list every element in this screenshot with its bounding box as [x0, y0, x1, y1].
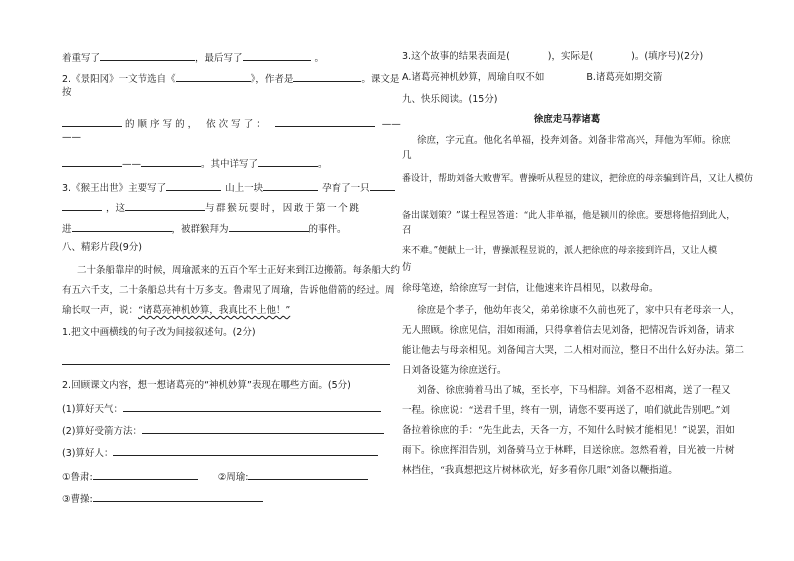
option-a: A.诸葛亮神机妙算，周瑜自叹不如: [402, 72, 545, 83]
text: 次: [218, 119, 232, 130]
story-line: 一程。徐庶说：“送君千里，终有一别，请您不要再送了，咱们就此告别吧。”刘: [402, 405, 730, 416]
underlined-sentence: “诸葛亮神机妙算，我真比不上他！”: [138, 305, 291, 316]
section-9-heading: 九、快乐阅读。(15分): [402, 94, 498, 105]
text: (2)算好受箭方法：: [62, 426, 142, 437]
story-line: 备出谋划策？”谋士程昱答道：“此人非单福，他是颍川的徐庶。要想将他招到此人，: [402, 211, 736, 221]
question-3-line3: [62, 222, 347, 236]
story-line: 几: [402, 150, 412, 161]
answer-line[interactable]: [62, 364, 390, 365]
story-line: 徐母笔迹，给徐庶写一封信，让他速来许昌相见，以救母命。: [402, 283, 659, 294]
question-2-line4: [62, 157, 328, 171]
text: ——: [122, 159, 141, 170]
answer-blank[interactable]: [229, 222, 309, 232]
passage-line: 二十条船靠岸的时候，周瑜派来的五百个军士正好来到江边搬箭。每条船大约: [77, 265, 401, 276]
answer-blank[interactable]: [258, 157, 318, 167]
story-line: 日刘备设筵为徐庶送行。: [402, 365, 507, 376]
text: ①鲁肃:: [62, 472, 93, 483]
story-line: 刘备、徐庶骑着马出了城，至长亭，下马相辞。刘备不忍相离，送了一程又: [417, 385, 731, 396]
text: 。其中详写了: [201, 159, 259, 170]
sub-2-weather: [62, 402, 381, 416]
text: 序: [150, 119, 163, 130]
text: 。: [314, 53, 325, 64]
question-3-line1: [62, 181, 395, 195]
answer-blank[interactable]: [62, 157, 122, 167]
question-2-line2: 按: [62, 87, 72, 98]
text: 山上一块: [225, 183, 264, 194]
answer-blank[interactable]: [370, 181, 395, 191]
story-line: 备拉着徐庶的手：“先生此去，天各一方，不知什么时候才能相见！”说罢，泪如: [402, 425, 735, 436]
line-q1-end: [62, 51, 324, 65]
answer-blank[interactable]: [123, 402, 381, 412]
text: 》，作者是: [250, 74, 294, 85]
text: ②周瑜:: [217, 472, 249, 483]
answer-blank[interactable]: [275, 117, 375, 127]
story-line: 番设计，帮助刘备大败曹军。曹操听从程昱的建议，把徐庶的母亲骗到许昌，又让人模仿: [402, 174, 754, 184]
section-8-heading: 八、精彩片段(9分): [62, 242, 142, 253]
sub-question-3: 3.这个故事的结果表面是( )，实际是( )。(填序号)(2分): [402, 51, 704, 62]
answer-blank[interactable]: [93, 492, 263, 502]
option-b: B.诸葛亮如期交箭: [586, 72, 663, 83]
answer-blank[interactable]: [142, 424, 384, 434]
answer-blank[interactable]: [72, 222, 172, 232]
text: 写: [231, 119, 244, 130]
story-line: 徐庶，字元直。他化名单福，投奔刘备。刘备非常高兴，拜他为军师。徐庶: [417, 135, 731, 146]
story-line: 能让他去与母亲相见。刘备闻言大哭，二人相对而泣，整日不出什么好办法。第二: [402, 345, 745, 356]
sub-question-2: 2.回顾课文内容，想一想诸葛亮的“神机妙算”表现在哪些方面。(5分): [62, 380, 351, 391]
text: 。课文是: [361, 74, 400, 85]
text: (3)算好人：: [62, 448, 114, 459]
text: ，被群猴拜为: [171, 224, 229, 235]
text: ，最后写了: [195, 53, 243, 64]
story-line: 召: [402, 225, 412, 236]
answer-blank[interactable]: [176, 72, 251, 82]
answer-blank[interactable]: [293, 72, 361, 82]
text: 孕育了一只: [322, 183, 370, 194]
text: ，这: [106, 203, 126, 214]
options: [402, 72, 662, 84]
text: (1)算好天气：: [62, 404, 123, 415]
text: 顺: [137, 119, 151, 130]
passage-line: [62, 305, 290, 317]
sub-question-1: 1.把文中画横线的句子改为间接叙述句。(2分): [62, 327, 256, 338]
answer-blank[interactable]: [62, 201, 102, 211]
sub-2-people: [62, 446, 378, 460]
question-2-line1: [62, 72, 399, 86]
text: 。: [318, 159, 328, 170]
answer-blank[interactable]: [125, 201, 205, 211]
text: ——: [381, 119, 401, 130]
sub-2-lusu-zhouyu: [62, 470, 368, 484]
story-line: 无人照顾。徐庶见信，泪如雨涌，只得拿着信去见刘备，把情况告诉刘备，请求: [402, 325, 735, 336]
answer-blank[interactable]: [263, 181, 318, 191]
text: 依: [206, 119, 219, 130]
text: 2.《景阳冈》一文节选自《: [62, 74, 176, 85]
answer-blank[interactable]: [141, 157, 201, 167]
question-2-line3: [62, 117, 401, 131]
text: 的，: [175, 119, 201, 130]
text: 了：: [243, 119, 269, 130]
answer-blank[interactable]: [248, 470, 368, 480]
sub-2-caocao: [62, 492, 263, 506]
text: 进: [62, 224, 72, 235]
text: 3.《猴王出世》主要写了: [62, 183, 167, 194]
question-3-line2: [62, 201, 360, 215]
text: 着重写了: [62, 53, 101, 64]
answer-blank[interactable]: [243, 51, 311, 61]
story-line: 徐庶是个孝子，他幼年丧父，弟弟徐康不久前也死了，家中只有老母亲一人，: [417, 305, 741, 316]
sub-2-method: [62, 424, 384, 438]
text: 写: [162, 119, 176, 130]
text: ③曹操:: [62, 494, 93, 505]
answer-blank[interactable]: [62, 117, 122, 127]
text: 瑜长叹一声，说：: [62, 305, 139, 316]
answer-blank[interactable]: [93, 470, 198, 480]
answer-blank[interactable]: [100, 51, 195, 61]
question-2-dash: ——: [62, 132, 81, 143]
answer-blank[interactable]: [166, 181, 221, 191]
text: 与群猴玩耍时，因敢于第一个跳: [205, 203, 361, 214]
answer-blank[interactable]: [113, 446, 378, 456]
text: 的事件。: [308, 224, 347, 235]
story-line: 雨下。徐庶挥泪告别，刘备骑马立于林畔，目送徐庶。忽然看着，目光被一片树: [402, 445, 735, 456]
story-line: 来不难。”便献上一计，曹操派程昱说的，派人把徐庶的母亲接到许昌，又让人模: [402, 246, 718, 256]
story-line: 林挡住，“我真想把这片树林砍光，好多看你几眼”刘备以鞭指道。: [402, 465, 678, 476]
story-line: 仿: [402, 262, 412, 273]
story-title: 徐庶走马荐诸葛: [533, 114, 601, 125]
passage-line: 有五六千支，二十条船总共有十万多支。鲁肃见了周瑜，告诉他借箭的经过。周: [62, 285, 395, 296]
text: 的: [125, 119, 138, 130]
